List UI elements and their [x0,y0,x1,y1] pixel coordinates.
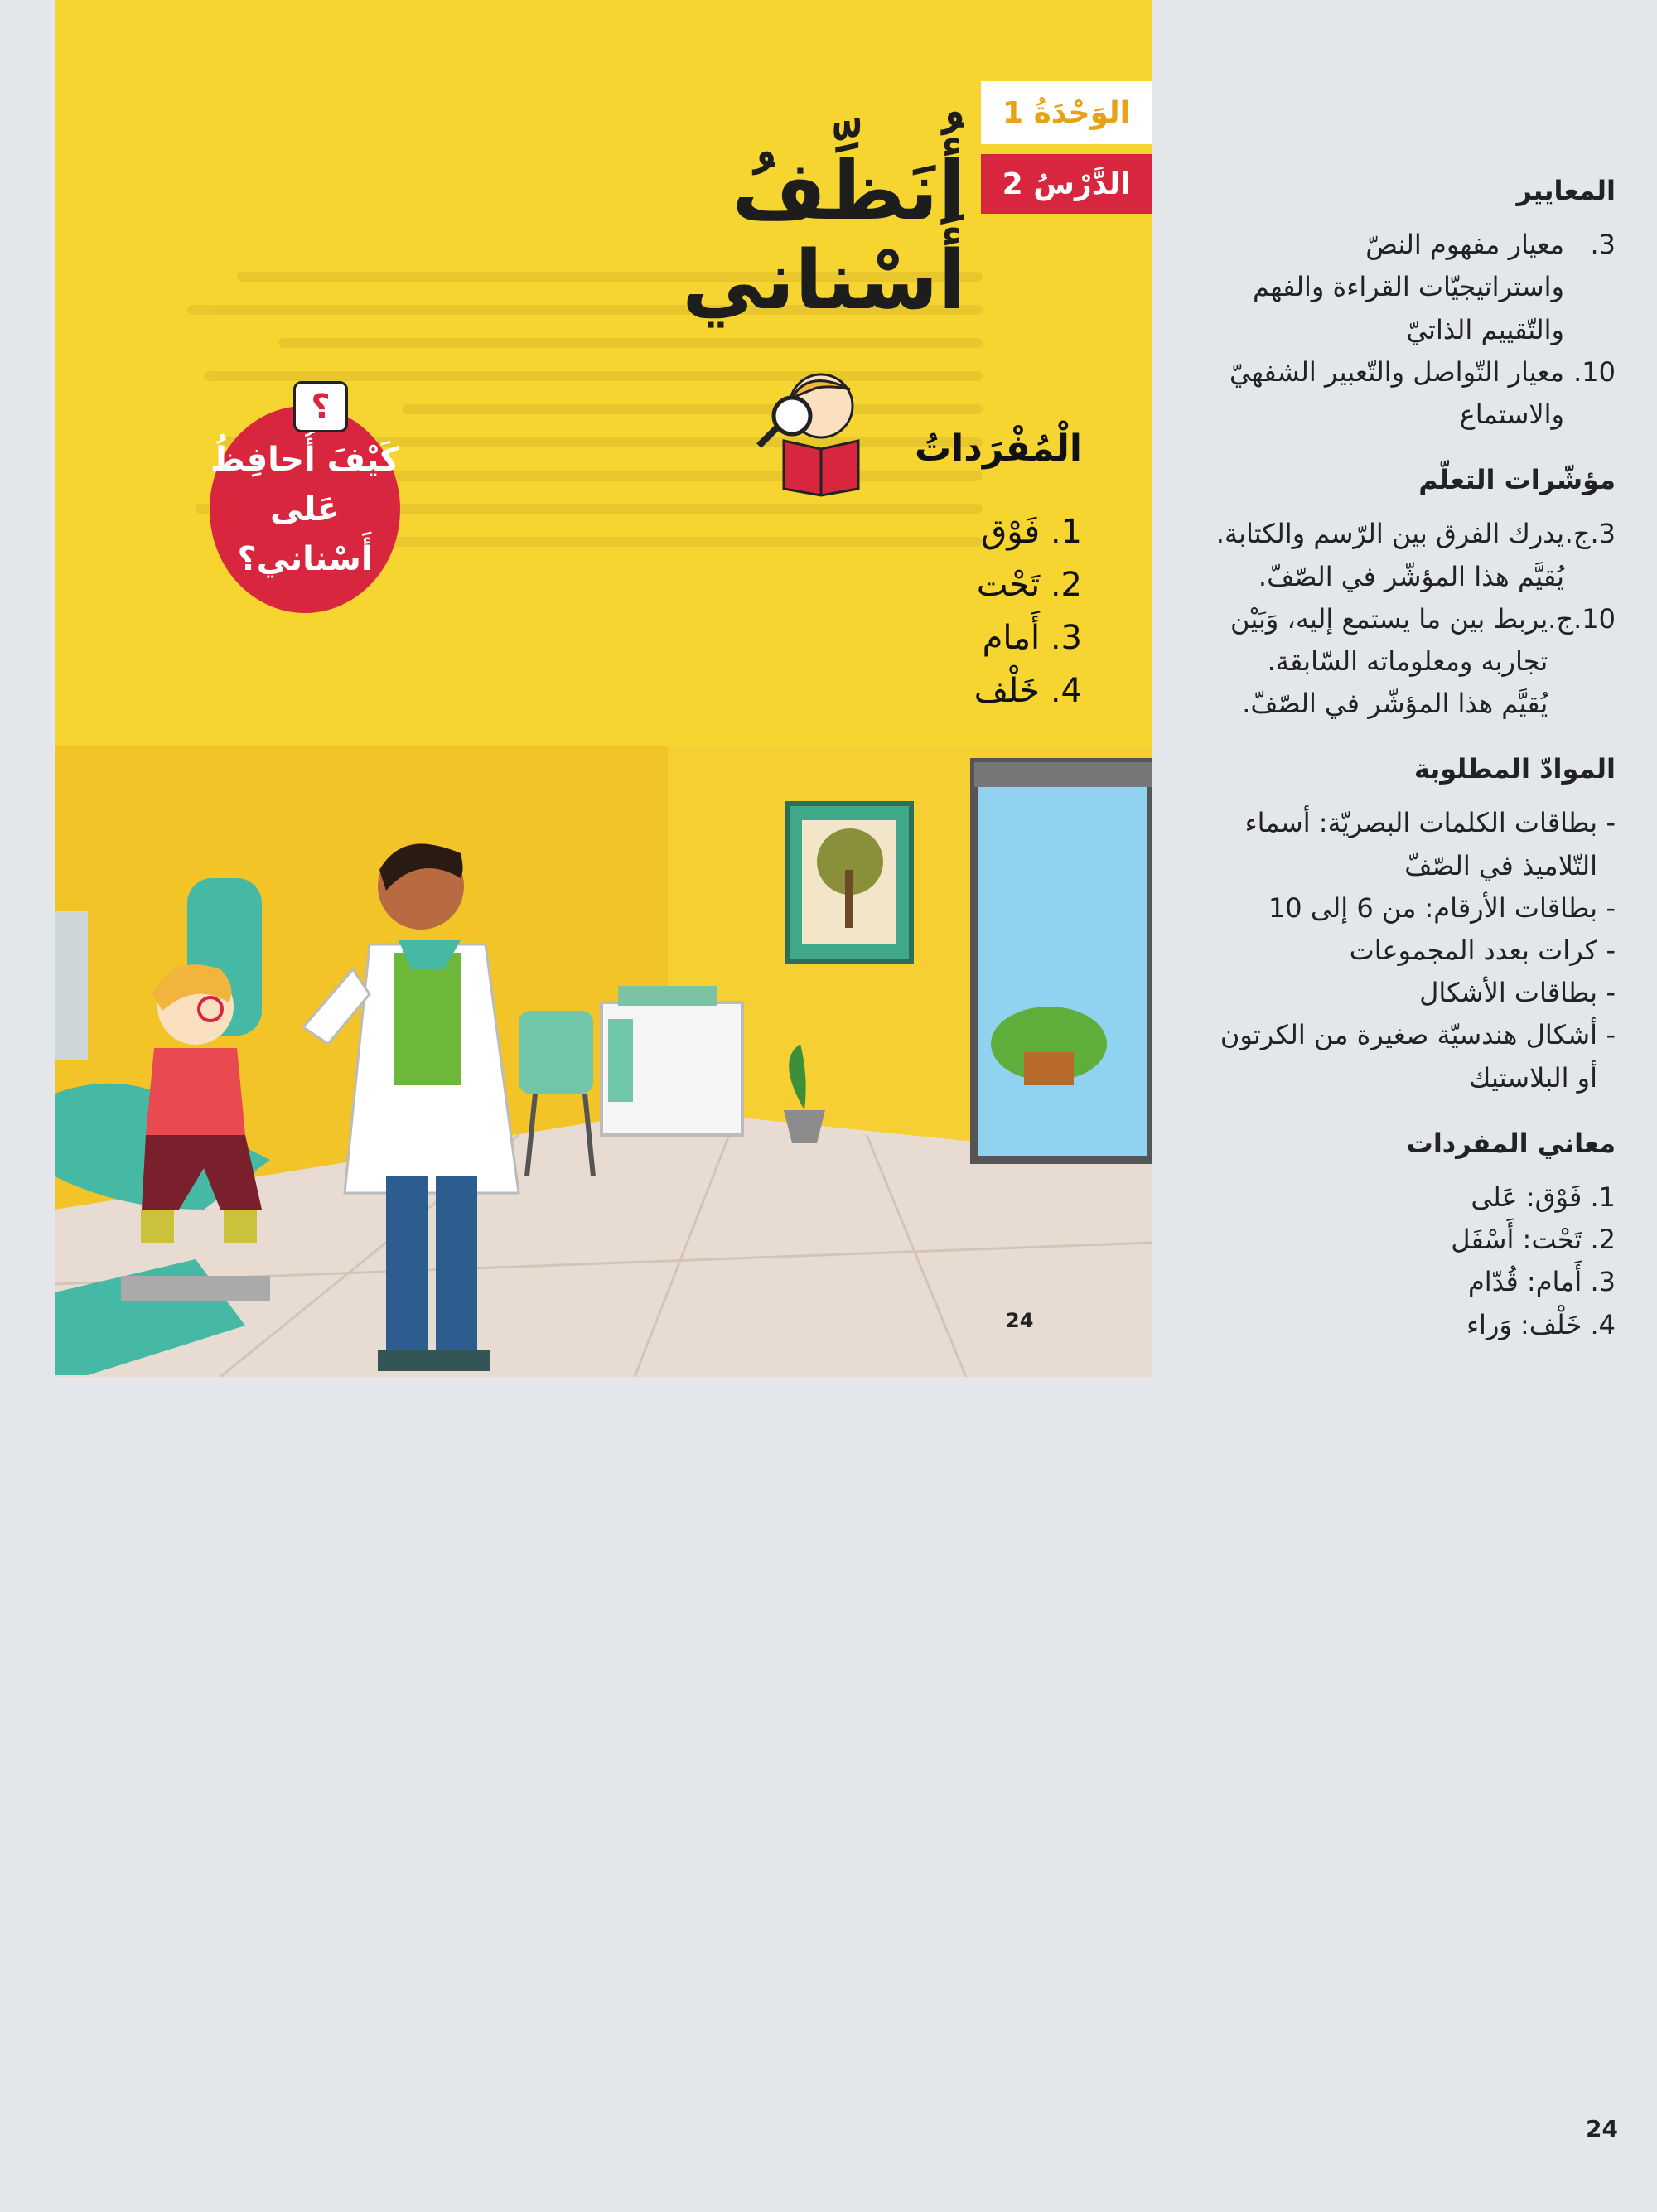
vocabulary-list [833,505,1082,717]
bullet: - [1606,1019,1616,1051]
item-line: معيار مفهوم النصّ [1365,229,1564,261]
item-line: واستراتيجيّات القراءة والفهم [1253,271,1564,303]
item-number: 3.ج. [1564,518,1616,550]
student-book-page [55,0,1152,1377]
item-line: أشكال هندسيّة صغيرة من الكرتون [1220,1019,1597,1051]
dentist-scene-illustration [55,746,1152,1377]
material-item [1176,802,1616,886]
meaning-item: 2. تَحْت: أَسْفَل [1451,1224,1616,1256]
question-line-1: كَيْفَ أُحافِظُ [210,441,399,479]
item-line: يربط بين ما يستمع إليه، وَبَيْن [1229,602,1548,635]
meaning-item: 4. خَلْف: وَراء [1466,1308,1616,1340]
item-line: معيار التّواصل والتّعبير الشفهيّ [1229,355,1564,388]
vocab-item: 2. تَحْت [976,566,1082,604]
lesson-title: أُنَظِّفُ أَسْناني [682,144,966,328]
question-mark-icon: ؟ [293,381,348,432]
indicator-item [1176,598,1616,726]
bullet: - [1606,977,1616,1009]
vocab-item: 4. خَلْف [973,672,1082,710]
question-line-2: عَلى أَسْناني؟ [237,490,373,578]
meaning-item: 3. أَمام: قُدّام [1467,1266,1616,1298]
material-item [1176,887,1616,930]
standards-section [1176,170,1616,436]
learning-indicators-section [1176,459,1616,725]
item-line: تجاربه ومعلوماته السّابقة. [1267,645,1548,677]
question-bubble [210,406,400,613]
item-number: 10. [1573,355,1616,388]
meaning-item: 1. فَوْق: عَلى [1471,1181,1616,1213]
item-line: بطاقات الكلمات البصريّة: أسماء [1244,807,1597,839]
materials-title: الموادّ المطلوبة [1413,753,1616,785]
item-number: 3. [1590,229,1616,261]
item-line: بطاقات الأرقام: من 6 إلى 10 [1268,891,1597,924]
bullet: - [1606,935,1616,966]
materials-section [1176,748,1616,1099]
material-item [1176,972,1616,1014]
material-item [1176,930,1616,972]
item-line: أو البلاستيك [1469,1061,1597,1094]
standards-title: المعايير [1516,175,1616,206]
item-line: يدرك الفرق بين الرّسم والكتابة. [1215,518,1564,550]
unit-badge: الوَحْدَةُ 1 [981,81,1152,144]
meanings-title: معاني المفردات [1406,1127,1616,1159]
item-line: والاستماع [1459,398,1564,430]
indicators-title: مؤشّرات التعلّم [1418,464,1616,496]
material-item [1176,1014,1616,1099]
standard-item [1176,351,1616,436]
item-line: يُقيَّم هذا المؤشّر في الصّفّ. [1242,688,1548,720]
item-line: كرات بعدد المجموعات [1349,935,1597,966]
standard-item [1176,224,1616,351]
item-line: يُقيَّم هذا المؤشّر في الصّفّ. [1258,560,1564,592]
item-line: والتّقييم الذاتيّ [1406,313,1564,345]
vocab-item: 3. أَمام [982,619,1082,657]
lesson-badge: الدَّرْسُ 2 [981,154,1152,214]
vocab-meanings-section [1176,1123,1616,1346]
indicator-item [1176,513,1616,597]
item-line: التّلاميذ في الصّفّ [1404,849,1597,881]
item-number: 10.ج. [1548,602,1616,635]
book-page-number: 24 [1006,1309,1034,1332]
reading-child-icon [734,365,891,497]
teacher-notes-column [1176,170,1616,1369]
bullet: - [1606,891,1616,924]
vocabulary-heading: الْمُفْرَداتُ [914,427,1082,470]
item-line: بطاقات الأشكال [1419,977,1597,1009]
vocab-item: 1. فَوْق [981,513,1082,551]
bullet: - [1606,807,1616,839]
page-number: 24 [1586,2115,1618,2142]
